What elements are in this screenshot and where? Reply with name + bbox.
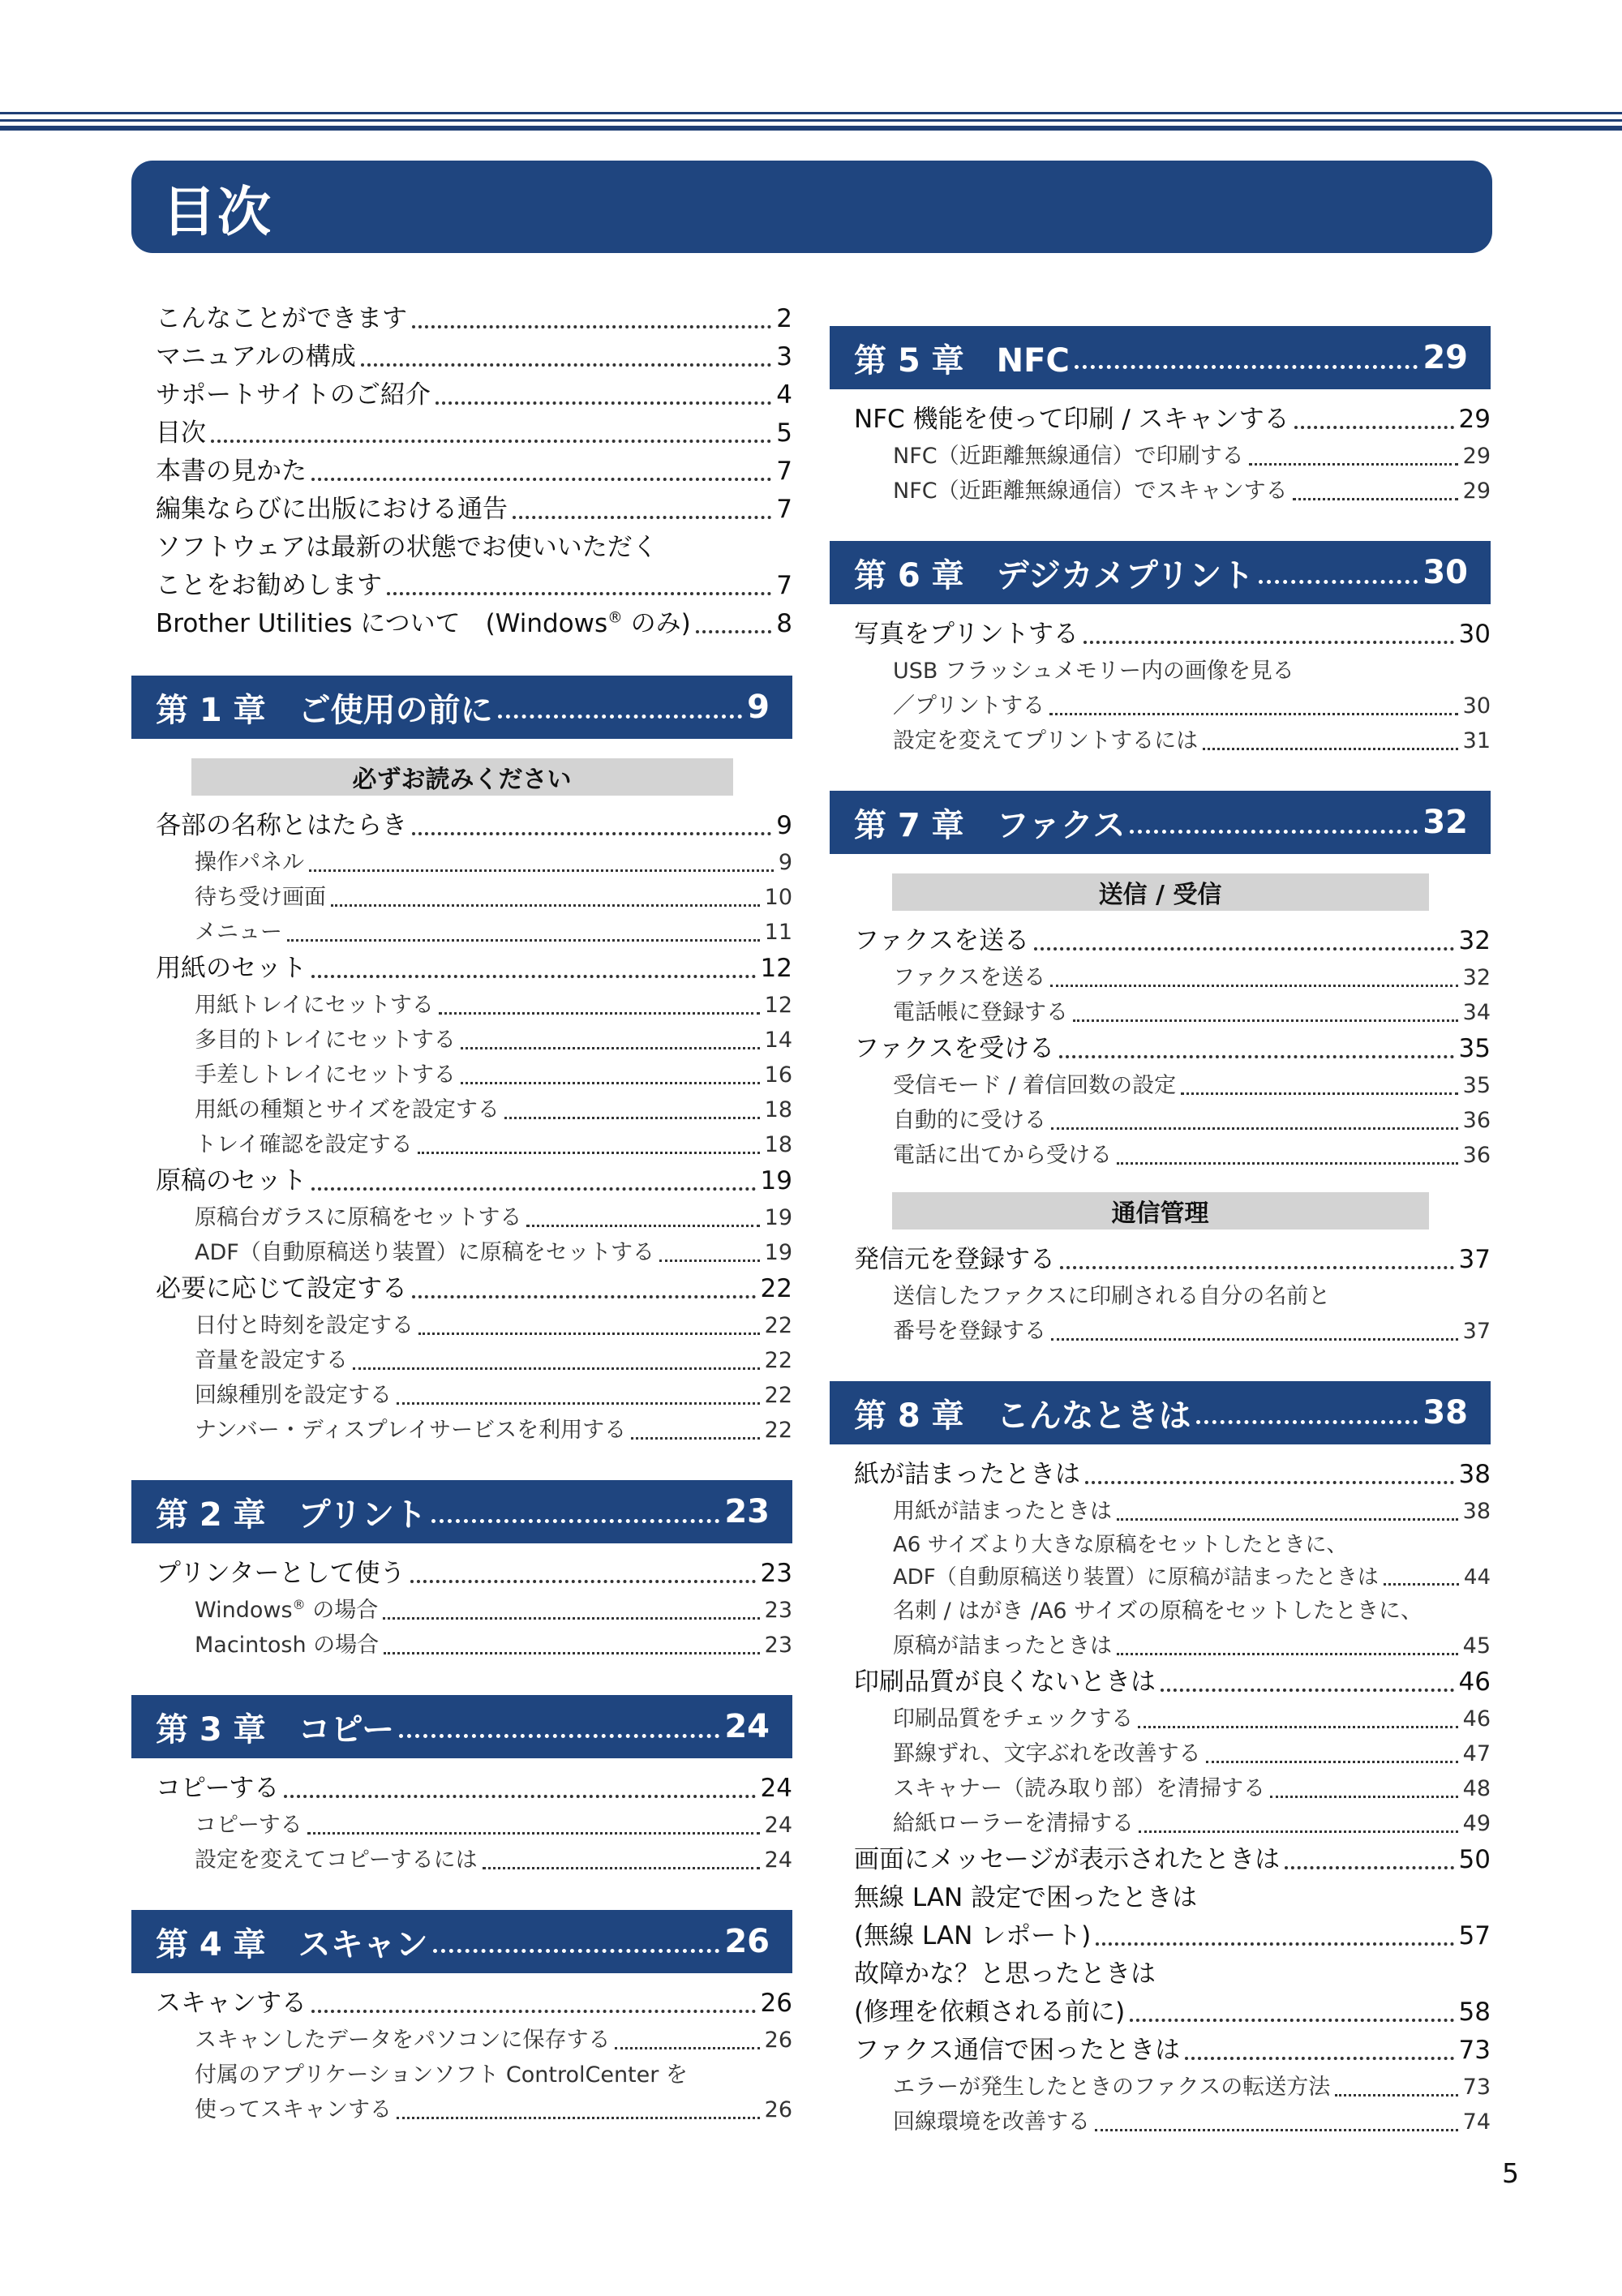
toc-entry-software-line1[interactable]: ソフトウェアは最新の状態でお使いいただく <box>156 533 658 562</box>
toc-subentry[interactable]: トレイ確認を設定する 18 <box>195 1132 792 1157</box>
toc-right-column <box>830 326 1491 2139</box>
toc-subentry[interactable]: 電話帳に登録する 34 <box>893 1000 1491 1025</box>
toc-entry-sender-line1[interactable]: 送信したファクスに印刷される自分の名前と <box>893 1284 1331 1309</box>
toc-entry-lan-report[interactable]: (無線 LAN レポート) 57 <box>854 1921 1491 1951</box>
section-label-must-read: 必ずお読みください <box>191 758 733 796</box>
toc-entry-card-jam[interactable]: 原稿が詰まったときは 45 <box>893 1633 1491 1659</box>
toc-subentry[interactable]: ナンバー・ディスプレイサービスを利用する 22 <box>195 1418 792 1443</box>
chapter-3-bar[interactable]: 第 3 章 コピー 24 <box>131 1695 792 1758</box>
title-banner <box>131 161 1492 253</box>
toc-subentry[interactable]: 多目的トレイにセットする 14 <box>195 1028 792 1053</box>
toc-subentry[interactable]: ファクスを送る 32 <box>893 965 1491 990</box>
section-label-send-receive: 送信 / 受信 <box>892 873 1429 911</box>
chapter-8-bar[interactable]: 第 8 章 こんなときは 38 <box>830 1381 1491 1444</box>
toc-entry-print-settings[interactable]: 設定を変えてプリントするには 31 <box>893 728 1491 753</box>
toc-subentry[interactable]: 電話に出てから受ける 36 <box>893 1143 1491 1168</box>
chapter-3-entries <box>131 1770 792 1878</box>
toc-entry-software[interactable]: ことをお勧めします 7 <box>156 571 792 600</box>
toc-entry[interactable]: 目次 5 <box>156 418 792 448</box>
toc-entry-a6-adf[interactable]: ADF（自動原稿送り装置）に原稿が詰まったときは 44 <box>893 1565 1491 1590</box>
toc-entry-macintosh[interactable]: Macintosh の場合 23 <box>195 1633 792 1658</box>
toc-subentry[interactable]: スキャンしたデータをパソコンに保存する 26 <box>195 2028 792 2053</box>
toc-subentry[interactable]: 回線種別を設定する 22 <box>195 1383 792 1408</box>
toc-entry-register-sender[interactable]: 発信元を登録する 37 <box>854 1245 1491 1274</box>
toc-subentry[interactable]: コピーする 24 <box>195 1813 792 1838</box>
toc-left-column <box>131 300 792 2127</box>
toc-subentry[interactable]: NFC（近距離無線通信）でスキャンする 29 <box>893 479 1491 504</box>
toc-entry[interactable]: 印刷品質が良くないときは 46 <box>854 1667 1491 1697</box>
toc-entry[interactable]: コピーする 24 <box>156 1774 792 1803</box>
chapter-5-bar[interactable]: 第 5 章 NFC 29 <box>830 326 1491 389</box>
toc-subentry[interactable]: 音量を設定する 22 <box>195 1348 792 1373</box>
chapter-8-quality-entries <box>830 1663 1491 1879</box>
toc-subentry[interactable]: 設定を変えてコピーするには 24 <box>195 1848 792 1873</box>
chapter-2-bar[interactable]: 第 2 章 プリント 23 <box>131 1480 792 1543</box>
toc-entry-controlcenter[interactable]: 使ってスキャンする 26 <box>195 2097 792 2122</box>
toc-entry-repair[interactable]: (修理を依頼される前に) 58 <box>854 1998 1491 2027</box>
toc-entry[interactable]: NFC 機能を使って印刷 / スキャンする 29 <box>854 405 1491 434</box>
toc-subentry[interactable]: NFC（近距離無線通信）で印刷する 29 <box>893 444 1491 469</box>
toc-subentry[interactable]: 自動的に受ける 36 <box>893 1108 1491 1133</box>
toc-entry-windows[interactable]: Windows® の場合 23 <box>195 1597 792 1623</box>
chapter-7-bar[interactable]: 第 7 章 ファクス 32 <box>830 791 1491 854</box>
toc-entry[interactable]: ファクスを送る 32 <box>854 926 1491 955</box>
toc-entry[interactable]: こんなことができます 2 <box>156 304 792 333</box>
toc-entry[interactable]: 各部の名称とはたらき 9 <box>156 811 792 840</box>
toc-subentry[interactable]: 待ち受け画面 10 <box>195 885 792 910</box>
toc-subentry[interactable]: 手差しトレイにセットする 16 <box>195 1062 792 1088</box>
toc-subentry[interactable]: 受信モード / 着信回数の設定 35 <box>893 1073 1491 1098</box>
toc-entry-brother-utilities[interactable]: Brother Utilities について (Windows® のみ) 8 <box>156 609 792 638</box>
toc-entry[interactable]: 画面にメッセージが表示されたときは 50 <box>854 1845 1491 1874</box>
chapter-1-entries <box>131 807 792 1448</box>
chapter-6-bar[interactable]: 第 6 章 デジカメプリント 30 <box>830 541 1491 604</box>
toc-entry-a6-line1[interactable]: A6 サイズより大きな原稿をセットしたときに、 <box>893 1533 1348 1557</box>
intro-entries <box>131 300 792 529</box>
chapter-4-entries <box>131 1985 792 2058</box>
page-title: 目次 <box>162 180 272 243</box>
header-rules <box>0 112 1622 131</box>
toc-entry[interactable]: ファクスを受ける 35 <box>854 1034 1491 1063</box>
page-number: 5 <box>1502 2157 1519 2189</box>
chapter-1-bar[interactable]: 第 1 章 ご使用の前に 9 <box>131 676 792 739</box>
toc-entry[interactable]: 用紙のセット 12 <box>156 954 792 983</box>
toc-entry-card-line1[interactable]: 名刺 / はがき /A6 サイズの原稿をセットしたときに、 <box>893 1599 1423 1624</box>
chapter-8-fax-entries <box>830 2032 1491 2139</box>
toc-subentry[interactable]: 給紙ローラーを清掃する 49 <box>893 1811 1491 1836</box>
toc-subentry[interactable]: 日付と時刻を設定する 22 <box>195 1313 792 1338</box>
chapter-7-entries <box>830 922 1491 1173</box>
chapter-4-bar[interactable]: 第 4 章 スキャン 26 <box>131 1910 792 1973</box>
section-label-comm-management: 通信管理 <box>892 1192 1429 1230</box>
toc-subentry[interactable]: メニュー 11 <box>195 920 792 945</box>
toc-entry[interactable]: サポートサイトのご紹介 4 <box>156 380 792 410</box>
toc-entry-usb-line1[interactable]: USB フラッシュメモリー内の画像を見る <box>893 659 1294 684</box>
toc-entry-sender-number[interactable]: 番号を登録する 37 <box>893 1319 1491 1344</box>
toc-subentry[interactable]: 印刷品質をチェックする 46 <box>893 1706 1491 1732</box>
toc-entry[interactable]: スキャンする 26 <box>156 1989 792 2018</box>
toc-entry[interactable]: 本書の見かた 7 <box>156 457 792 486</box>
toc-entry-paper-jam[interactable]: 紙が詰まったときは 38 <box>854 1460 1491 1489</box>
toc-subentry[interactable]: 用紙トレイにセットする 12 <box>195 993 792 1018</box>
toc-entry-paper-jam-sub[interactable]: 用紙が詰まったときは 38 <box>893 1499 1491 1524</box>
toc-subentry[interactable]: ADF（自動原稿送り装置）に原稿をセットする 19 <box>195 1240 792 1265</box>
toc-entry-controlcenter-line1[interactable]: 付属のアプリケーションソフト ControlCenter を <box>195 2062 688 2088</box>
toc-subentry[interactable]: スキャナー（読み取り部）を清掃する 48 <box>893 1776 1491 1801</box>
toc-subentry[interactable]: エラーが発生したときのファクスの転送方法 73 <box>893 2075 1491 2100</box>
chapter-5-entries <box>830 401 1491 509</box>
toc-entry-lan-line1[interactable]: 無線 LAN 設定で困ったときは <box>854 1883 1198 1912</box>
toc-entry-usb[interactable]: ／プリントする 30 <box>893 693 1491 719</box>
toc-entry[interactable]: マニュアルの構成 3 <box>156 342 792 371</box>
toc-entry[interactable]: 原稿のセット 19 <box>156 1166 792 1195</box>
toc-subentry[interactable]: 罫線ずれ、文字ぶれを改善する 47 <box>893 1741 1491 1766</box>
toc-subentry[interactable]: 原稿台ガラスに原稿をセットする 19 <box>195 1205 792 1230</box>
toc-entry-print-photos[interactable]: 写真をプリントする 30 <box>854 620 1491 649</box>
toc-subentry[interactable]: 回線環境を改善する 74 <box>893 2109 1491 2135</box>
toc-entry[interactable]: 必要に応じて設定する 22 <box>156 1274 792 1303</box>
toc-entry-repair-line1[interactable]: 故障かな？と思ったときは <box>854 1959 1156 1989</box>
toc-subentry[interactable]: 用紙の種類とサイズを設定する 18 <box>195 1097 792 1122</box>
toc-subentry[interactable]: 操作パネル 9 <box>195 850 792 875</box>
toc-entry-printer[interactable]: プリンターとして使う 23 <box>156 1559 792 1588</box>
toc-entry[interactable]: ファクス通信で困ったときは 73 <box>854 2036 1491 2065</box>
toc-entry[interactable]: 編集ならびに出版における通告 7 <box>156 495 792 524</box>
